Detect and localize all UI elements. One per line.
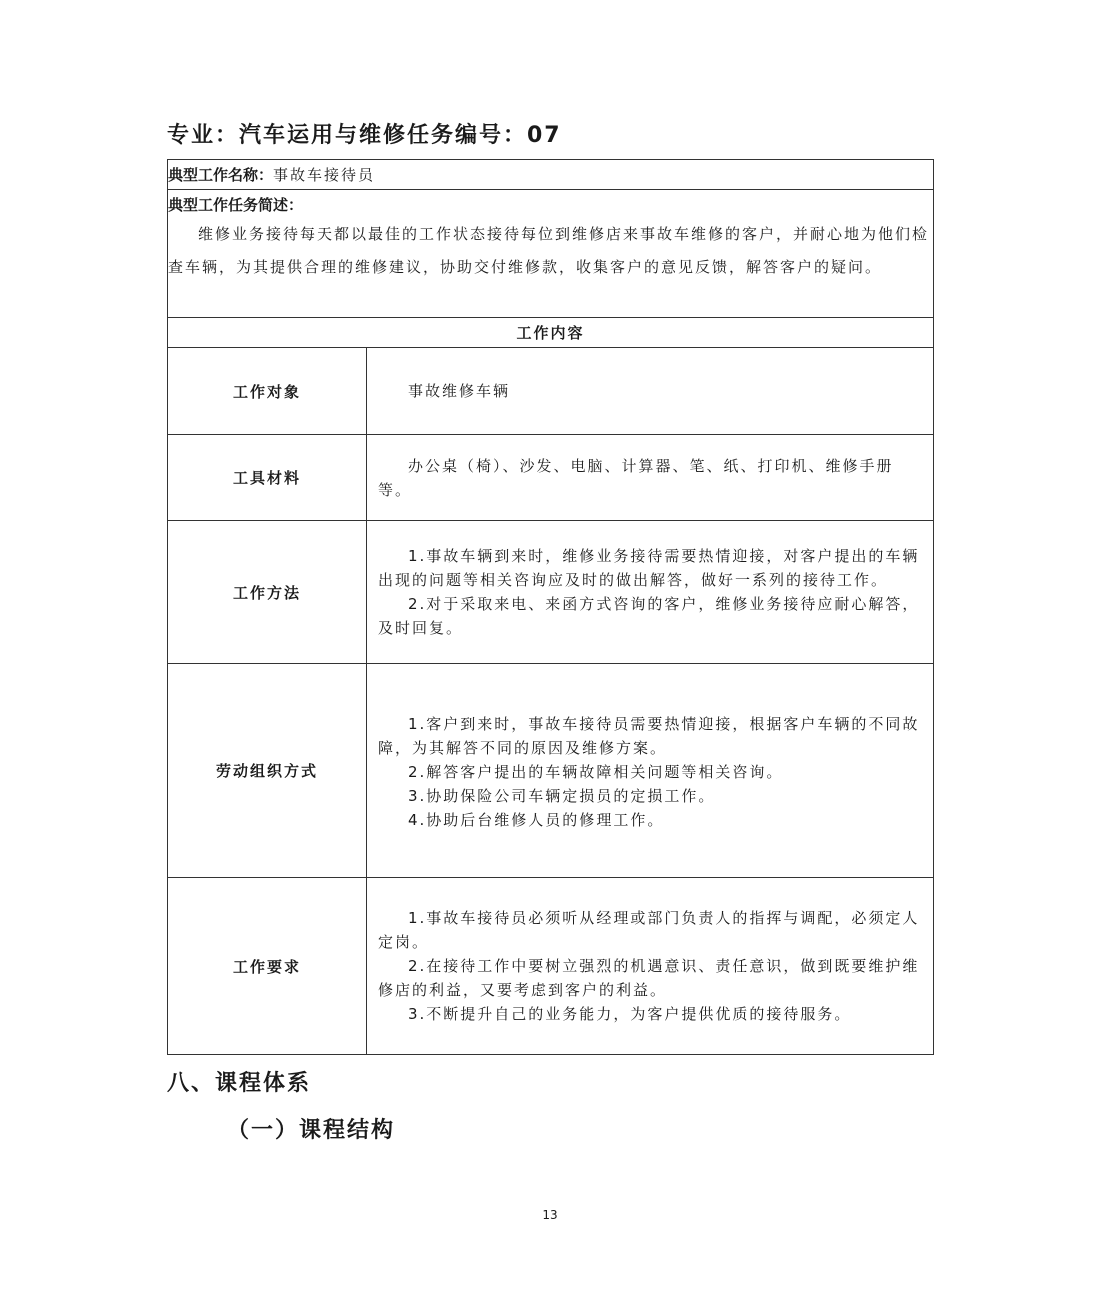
major-task-heading: 专业：汽车运用与维修任务编号：07 [167, 123, 562, 148]
paragraph: 1.事故车接待员必须听从经理或部门负责人的指挥与调配，必须定人定岗。 [378, 909, 920, 951]
paragraph: 2.在接待工作中要树立强烈的机遇意识、责任意识，做到既要维护维修店的利益，又要考虑到客户的利益。 [378, 957, 920, 999]
task-description-label: 典型工作任务简述： [168, 196, 304, 214]
row-label-tools-materials: 工具材料 [168, 435, 367, 521]
subsection-heading: （一）课程结构 [227, 1118, 396, 1143]
row-content-work-object [367, 348, 934, 435]
job-name-value: 事故车接待员 [273, 166, 376, 184]
page-number: 13 [542, 1208, 558, 1222]
job-name-cell [168, 160, 934, 190]
paragraph: 4.协助后台维修人员的修理工作。 [408, 811, 665, 829]
paragraph: 2.解答客户提出的车辆故障相关问题等相关咨询。 [408, 763, 784, 781]
paragraph: 3.协助保险公司车辆定损员的定损工作。 [408, 787, 716, 805]
job-name-label: 典型工作名称： [168, 166, 274, 184]
section-heading: 八、课程体系 [167, 1071, 312, 1096]
paragraph: 2.对于采取来电、来函方式咨询的客户，维修业务接待应耐心解答，及时回复。 [378, 595, 920, 637]
row-content-work-requirements [367, 878, 934, 1055]
task-description-text: 维修业务接待每天都以最佳的工作状态接待每位到维修店来事故车维修的客户，并耐心地为他们检查车辆，为其提供合理的维修建议，协助交付维修款，收集客户的意见反馈，解答客户的疑问。 [168, 225, 930, 276]
task-description-cell [168, 190, 934, 318]
row-label-work-method: 工作方法 [168, 521, 367, 664]
paragraph: 1.客户到来时，事故车接待员需要热情迎接，根据客户车辆的不同故障，为其解答不同的原因及维修方案。 [378, 715, 920, 757]
task-table [167, 159, 934, 1055]
paragraph: 事故维修车辆 [408, 382, 511, 400]
paragraph: 3.不断提升自己的业务能力，为客户提供优质的接待服务。 [408, 1005, 852, 1023]
row-label-labor-organization: 劳动组织方式 [168, 664, 367, 878]
work-content-header: 工作内容 [168, 318, 934, 348]
row-content-work-method [367, 521, 934, 664]
row-label-work-requirements: 工作要求 [168, 878, 367, 1055]
row-content-tools-materials [367, 435, 934, 521]
paragraph: 1.事故车辆到来时，维修业务接待需要热情迎接，对客户提出的车辆出现的问题等相关咨询应及时的做出解答，做好一系列的接待工作。 [378, 547, 920, 589]
paragraph: 办公桌（椅）、沙发、电脑、计算器、笔、纸、打印机、维修手册等。 [378, 456, 894, 499]
row-label-work-object: 工作对象 [168, 348, 367, 435]
row-content-labor-organization [367, 664, 934, 878]
